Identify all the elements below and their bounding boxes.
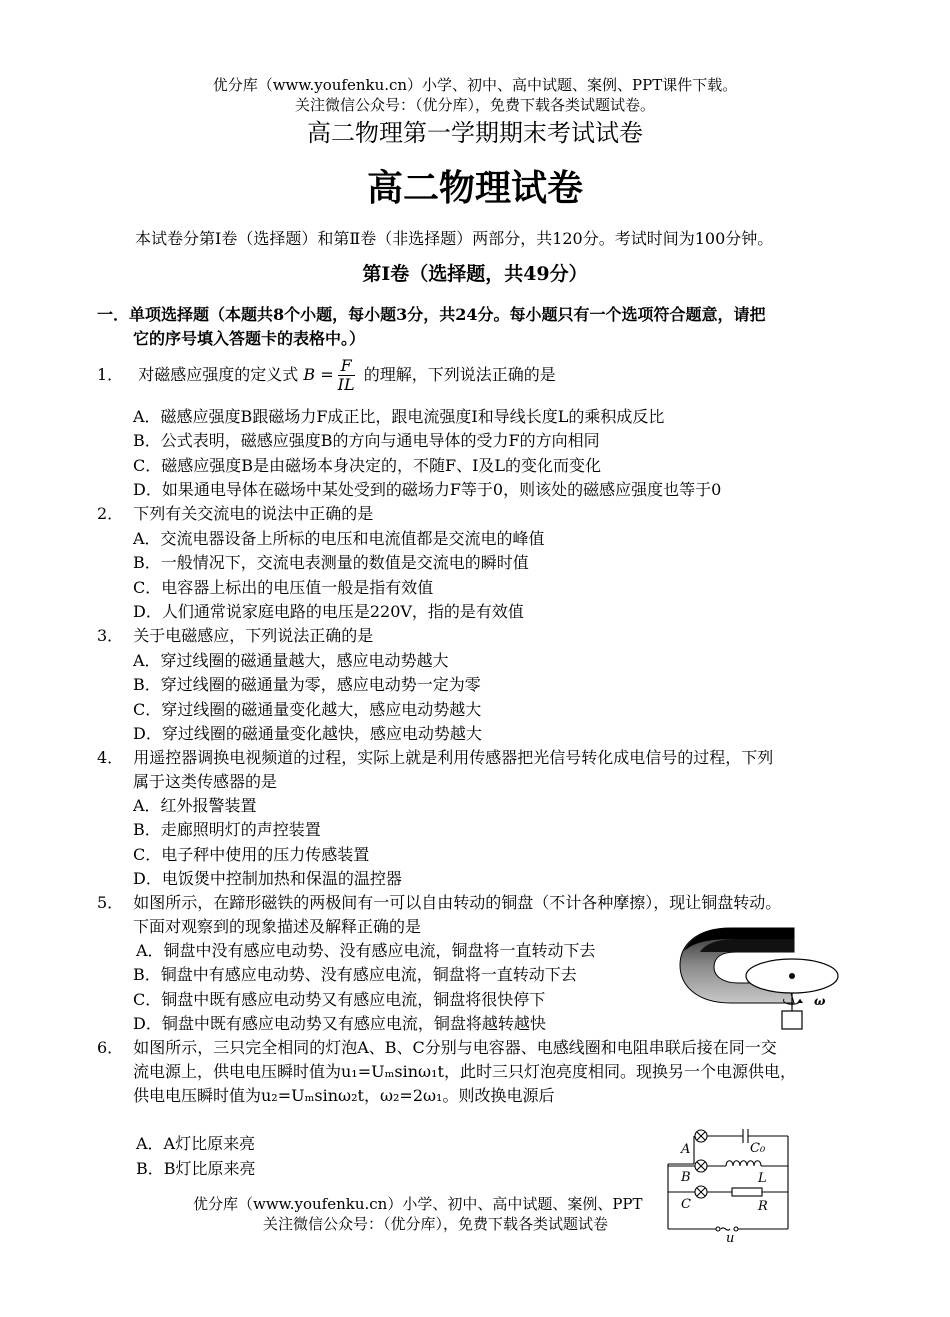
question-number: 4． xyxy=(97,748,124,767)
q4-option-b: B．走廊照明灯的声控装置 xyxy=(133,820,321,839)
label-a: A xyxy=(681,1142,691,1157)
label-r: R xyxy=(758,1199,768,1214)
question-text: 如图所示，三只完全相同的灯泡A、B、C分别与电容器、电感线圈和电阻串联后接在同一交 xyxy=(133,1038,777,1057)
question-text: 对磁感应强度的定义式 xyxy=(138,365,299,384)
part1-title: 第Ⅰ卷（选择题，共49分） xyxy=(362,263,588,285)
label-l: L xyxy=(758,1171,767,1186)
q6-option-a: A．A灯比原来亮 xyxy=(136,1134,256,1153)
q5-option-c: C．铜盘中既有感应电动势又有感应电流，铜盘将很快停下 xyxy=(133,990,546,1009)
inductor-coil xyxy=(726,1161,761,1166)
header-line-2: 关注微信公众号：（优分库），免费下载各类试题试卷。 xyxy=(294,96,655,114)
section1-line-2: 它的序号填入答题卡的表格中。） xyxy=(133,329,366,348)
q5-option-a: A．铜盘中没有感应电动势、没有感应电流，铜盘将一直转动下去 xyxy=(136,941,596,960)
q4-option-a: A．红外报警装置 xyxy=(133,796,257,815)
question-4-stem xyxy=(97,746,773,770)
q3-option-c: C．穿过线圈的磁通量变化越大，感应电动势越大 xyxy=(133,700,482,719)
formula-lhs: B = xyxy=(303,365,334,384)
intro-text: 本试卷分第Ⅰ卷（选择题）和第Ⅱ卷（非选择题）两部分，共120分。考试时间为100分钟。 xyxy=(135,229,774,248)
q2-option-a: A．交流电器设备上所标的电压和电流值都是交流电的峰值 xyxy=(133,529,545,548)
question-text-end: 的理解，下列说法正确的是 xyxy=(363,365,556,384)
q4-option-c: C．电子秤中使用的压力传感装置 xyxy=(133,845,370,864)
label-c0: C₀ xyxy=(750,1141,766,1156)
q1-option-b: B．公式表明，磁感应强度B的方向与通电导体的受力F的方向相同 xyxy=(133,431,600,450)
ac-source-symbol xyxy=(721,1228,730,1230)
disk-axle-center xyxy=(789,973,795,979)
label-u: u xyxy=(726,1231,735,1244)
q2-option-d: D．人们通常说家庭电路的电压是220V，指的是有效值 xyxy=(133,602,524,621)
circuit-figure xyxy=(664,1126,794,1244)
footer-line-2: 关注微信公众号：（优分库），免费下载各类试题试卷 xyxy=(263,1215,609,1233)
source-terminal-left xyxy=(716,1227,720,1231)
section1-line-1: 一．单项选择题（本题共8个小题，每小题3分，共24分。每小题只有一个选项符合题意，请把 xyxy=(97,305,766,324)
question-text: 关于电磁感应，下列说法正确的是 xyxy=(133,626,374,645)
question-number: 2． xyxy=(97,504,124,523)
question-text: 用遥控器调换电视频道的过程，实际上就是利用传感器把光信号转化成电信号的过程，下列 xyxy=(133,748,774,767)
source-terminal-right xyxy=(734,1227,738,1231)
formula-denominator: IL xyxy=(337,375,355,394)
question-text: 下列有关交流电的说法中正确的是 xyxy=(133,504,374,523)
header-line-1: 优分库（www.youfenku.cn）小学、初中、高中试题、案例、PPT课件下载。 xyxy=(212,76,738,94)
q1-option-d: D．如果通电导体在磁场中某处受到的磁场力F等于0，则该处的磁感应强度也等于0 xyxy=(133,480,722,499)
q2-option-b: B．一般情况下，交流电表测量的数值是交流电的瞬时值 xyxy=(133,553,529,572)
question-text: 如图所示，在蹄形磁铁的两极间有一可以自由转动的铜盘（不计各种摩擦），现让铜盘转动。 xyxy=(133,893,782,912)
formula-numerator: F xyxy=(338,357,355,376)
question-number: 5． xyxy=(97,893,124,912)
label-b: B xyxy=(681,1170,691,1185)
omega-label: ω xyxy=(814,994,826,1008)
q3-option-d: D．穿过线圈的磁通量变化越快，感应电动势越大 xyxy=(133,724,482,743)
q1-option-a: A．磁感应强度B跟磁场力F成正比，跟电流强度I和导线长度L的乘积成反比 xyxy=(133,407,665,426)
question-number: 3． xyxy=(97,626,124,645)
q1-option-c: C．磁感应强度B是由磁场本身决定的，不随F、I及L的变化而变化 xyxy=(133,456,602,475)
question-5-stem xyxy=(97,891,781,915)
question-1-stem xyxy=(97,354,556,396)
q5-option-d: D．铜盘中既有感应电动势又有感应电流，铜盘将越转越快 xyxy=(133,1014,546,1033)
paper-title: 高二物理试卷 xyxy=(366,167,583,209)
resistor xyxy=(732,1188,762,1196)
q4-option-d: D．电饭煲中控制加热和保温的温控器 xyxy=(133,869,402,888)
question-5-stem-line-2: 下面对观察到的现象描述及解释正确的是 xyxy=(133,917,422,936)
question-6-stem-line-3: 供电电压瞬时值为u₂=Uₘsinω₂t，ω₂=2ω₁。则改换电源后 xyxy=(133,1086,555,1105)
q5-option-b: B．铜盘中有感应电动势、没有感应电流，铜盘将一直转动下去 xyxy=(133,965,577,984)
q3-option-b: B．穿过线圈的磁通量为零，感应电动势一定为零 xyxy=(133,675,481,694)
footer-line-1: 优分库（www.youfenku.cn）小学、初中、高中试题、案例、PPT xyxy=(193,1195,643,1213)
magnet-disk-figure xyxy=(676,925,856,1035)
question-number: 6． xyxy=(97,1038,124,1057)
question-6-stem xyxy=(97,1036,777,1060)
q2-option-c: C．电容器上标出的电压值一般是指有效值 xyxy=(133,578,434,597)
formula-fraction xyxy=(338,357,355,394)
label-c: C xyxy=(681,1197,691,1212)
q3-option-a: A．穿过线圈的磁通量越大，感应电动势越大 xyxy=(133,651,449,670)
exam-title: 高二物理第一学期期末考试试卷 xyxy=(307,119,643,147)
question-6-stem-line-2: 流电源上，供电电压瞬时值为u₁=Uₘsinω₁t，此时三只灯泡亮度相同。现换另一个电源供电， xyxy=(133,1062,796,1081)
question-3-stem xyxy=(97,624,373,648)
question-2-stem xyxy=(97,502,373,526)
axle-base xyxy=(782,1011,802,1029)
q6-option-b: B．B灯比原来亮 xyxy=(136,1159,256,1178)
question-4-stem-line-2: 属于这类传感器的是 xyxy=(133,772,278,791)
question-number: 1． xyxy=(97,365,124,384)
